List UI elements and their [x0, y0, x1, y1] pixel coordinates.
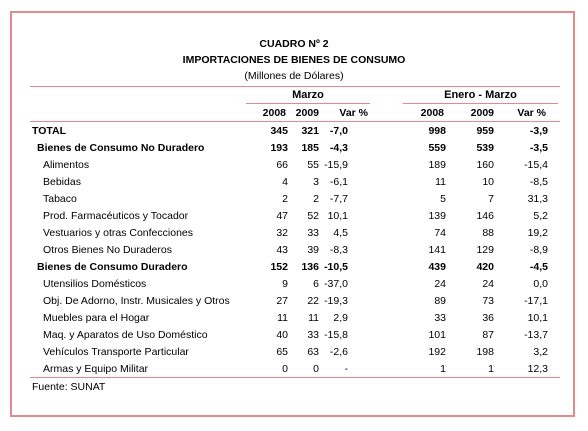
table-cell: 33: [434, 312, 446, 324]
table-cell: -15,9: [324, 159, 348, 171]
table-cell: 7: [488, 193, 494, 205]
row-label: Obj. De Adorno, Instr. Musicales y Otros: [43, 295, 230, 307]
table-cell: 43: [276, 244, 288, 256]
table-cell: 2,9: [333, 312, 348, 324]
table-cell: 3: [313, 176, 319, 188]
table-cell: -: [344, 363, 348, 375]
header-bottom-rule: [30, 121, 560, 122]
table-cell: 160: [476, 159, 494, 171]
table-cell: 66: [276, 159, 288, 171]
table-cell: 192: [428, 346, 446, 358]
table-cell: 27: [276, 295, 288, 307]
table-cell: 101: [428, 329, 446, 341]
table-cell: 146: [476, 210, 494, 222]
table-cell: 10,1: [327, 210, 348, 222]
table-cell: 2: [282, 193, 288, 205]
table-cell: 12,3: [527, 363, 548, 375]
table-title: IMPORTACIONES DE BIENES DE CONSUMO: [182, 54, 406, 66]
col-header: 2008: [420, 107, 444, 119]
table-cell: -8,9: [529, 244, 548, 256]
table-cell: 5: [440, 193, 446, 205]
table-cell: 74: [434, 227, 446, 239]
row-label: Bienes de Consumo No Duradero: [37, 142, 205, 154]
table-cell: 189: [428, 159, 446, 171]
table-cell: 40: [276, 329, 288, 341]
table-cell: 10: [482, 176, 494, 188]
table-cell: 2: [313, 193, 319, 205]
row-label: Vehículos Transporte Particular: [43, 346, 189, 358]
table-cell: 185: [301, 142, 319, 154]
table-bottom-rule: [30, 377, 560, 378]
table-cell: 198: [476, 346, 494, 358]
table-cell: 24: [482, 278, 494, 290]
table-cell: 0,0: [533, 278, 548, 290]
table-cell: 39: [307, 244, 319, 256]
table-cell: 4: [282, 176, 288, 188]
table-cell: -4,5: [529, 261, 548, 273]
group-rule-marzo: [246, 103, 370, 104]
table-cell: 11: [435, 176, 446, 188]
table-cell: 73: [482, 295, 494, 307]
row-label: Armas y Equipo Militar: [43, 363, 149, 375]
table-cell: 65: [276, 346, 288, 358]
table-cell: 63: [307, 346, 319, 358]
table-heading: CUADRO Nº 2: [259, 38, 329, 50]
row-label: Maq. y Aparatos de Uso Doméstico: [43, 329, 208, 341]
table-cell: 129: [476, 244, 494, 256]
table-subtitle: (Millones de Dólares): [244, 70, 344, 82]
table-cell: 141: [428, 244, 446, 256]
table-cell: 88: [482, 227, 494, 239]
row-label: Otros Bienes No Duraderos: [43, 244, 172, 256]
table-cell: 3,2: [533, 346, 548, 358]
table-cell: 36: [482, 312, 494, 324]
table-cell: 9: [282, 278, 288, 290]
col-header: Var %: [339, 107, 368, 119]
table-cell: -2,6: [329, 346, 348, 358]
table-cell: 0: [282, 363, 288, 375]
table-cell: 31,3: [527, 193, 548, 205]
table-cell: 152: [270, 261, 288, 273]
table-cell: -3,5: [529, 142, 548, 154]
table-cell: 24: [434, 278, 446, 290]
table-cell: -3,9: [529, 125, 548, 137]
table-cell: 998: [428, 125, 446, 137]
table-cell: -8,3: [329, 244, 348, 256]
table-cell: -8,5: [529, 176, 548, 188]
group-header-enero-marzo: Enero - Marzo: [444, 89, 517, 101]
row-label: Tabaco: [43, 193, 77, 205]
table-cell: 52: [307, 210, 319, 222]
table-cell: 87: [482, 329, 494, 341]
col-header: 2009: [470, 107, 494, 119]
table-cell: 5,2: [533, 210, 548, 222]
table-cell: -15,4: [524, 159, 548, 171]
table-cell: 11: [277, 312, 288, 324]
col-header: 2008: [262, 107, 286, 119]
table-cell: 321: [301, 125, 319, 137]
header-top-rule: [30, 86, 560, 87]
row-label: Vestuarios y otras Confecciones: [43, 227, 193, 239]
table-cell: -6,1: [329, 176, 348, 188]
table-cell: 1: [488, 363, 494, 375]
table-cell: 539: [476, 142, 494, 154]
table-cell: 439: [428, 261, 446, 273]
table-cell: 193: [270, 142, 288, 154]
table-cell: -7,0: [329, 125, 348, 137]
table-cell: -15,8: [324, 329, 348, 341]
table-cell: -7,7: [329, 193, 348, 205]
row-label: Muebles para el Hogar: [43, 312, 150, 324]
table-cell: -37,0: [324, 278, 348, 290]
table-cell: -13,7: [524, 329, 548, 341]
source-note: Fuente: SUNAT: [32, 381, 106, 393]
table-cell: 345: [270, 125, 288, 137]
table-cell: 420: [476, 261, 494, 273]
table-cell: 19,2: [527, 227, 548, 239]
table-cell: -4,3: [329, 142, 348, 154]
table-cell: 1: [440, 363, 446, 375]
table-cell: 6: [313, 278, 319, 290]
table-cell: 0: [313, 363, 319, 375]
row-label: Utensilios Domésticos: [43, 278, 147, 290]
row-label: Bebidas: [43, 176, 81, 188]
table-cell: 22: [307, 295, 319, 307]
col-header: 2009: [295, 107, 319, 119]
table-cell: 139: [428, 210, 446, 222]
group-rule-enero-marzo: [403, 103, 558, 104]
table-cell: 33: [307, 227, 319, 239]
table-cell: 89: [434, 295, 446, 307]
table-cell: 136: [301, 261, 319, 273]
table-cell: -17,1: [524, 295, 548, 307]
col-header: Var %: [517, 107, 546, 119]
table-cell: 33: [307, 329, 319, 341]
group-header-marzo: Marzo: [292, 89, 324, 101]
table-cell: 10,1: [527, 312, 548, 324]
table-cell: 47: [276, 210, 288, 222]
table-cell: 32: [276, 227, 288, 239]
row-label: TOTAL: [32, 125, 67, 137]
table-cell: -19,3: [324, 295, 348, 307]
row-label: Alimentos: [43, 159, 90, 171]
row-label: Bienes de Consumo Duradero: [37, 261, 188, 273]
table-cell: 959: [476, 125, 494, 137]
table-cell: 4,5: [333, 227, 348, 239]
table-cell: 55: [307, 159, 319, 171]
table-cell: -10,5: [324, 261, 348, 273]
table-cell: 11: [308, 312, 319, 324]
row-label: Prod. Farmacéuticos y Tocador: [43, 210, 189, 222]
table-cell: 559: [428, 142, 446, 154]
